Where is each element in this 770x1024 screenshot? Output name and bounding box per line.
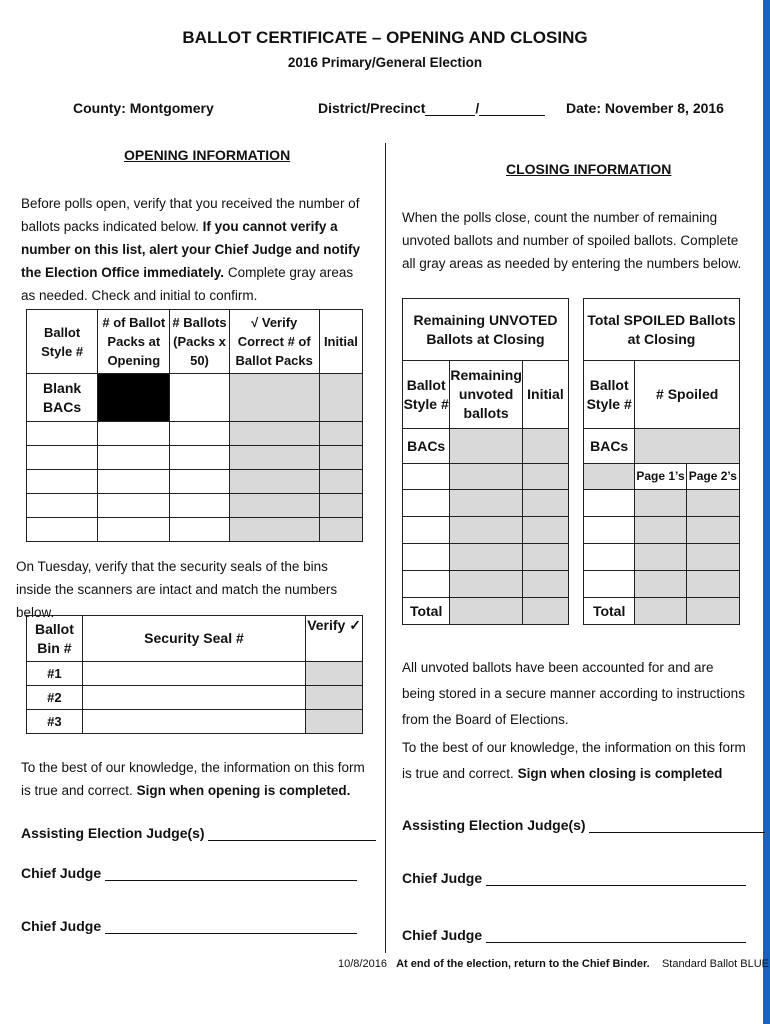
cell-gray[interactable]: [522, 598, 568, 625]
cell-gray[interactable]: [635, 490, 686, 517]
cell-gray[interactable]: [450, 517, 523, 544]
precinct-blank[interactable]: [479, 100, 545, 116]
accounted-statement: All unvoted ballots have been accounted for and are being stored in a secure manner according to instructions from the Board of Elections.: [402, 660, 745, 727]
col-seal: Security Seal #: [82, 616, 305, 662]
cell-input[interactable]: [584, 571, 635, 598]
col-ballots: # Ballots (Packs x 50): [170, 310, 229, 374]
row-label-blank-bacs: Blank BACs: [27, 374, 98, 422]
bin-label: #3: [27, 710, 83, 734]
col-ballot-style-spoiled: Ballot Style #: [584, 361, 635, 429]
cell-gray[interactable]: [319, 494, 362, 518]
cell-gray[interactable]: [522, 571, 568, 598]
col-verify: √ Verify Correct # of Ballot Packs: [229, 310, 319, 374]
opening-sign-instruction: Sign when opening is completed.: [136, 783, 351, 798]
signature-line[interactable]: [486, 870, 746, 886]
cell-input[interactable]: [98, 446, 170, 470]
cell-gray[interactable]: [306, 686, 363, 710]
opening-attest-text: To the best of our knowledge, the information on this form is true and correct.: [21, 760, 365, 798]
form-title: BALLOT CERTIFICATE – OPENING AND CLOSING: [182, 28, 588, 47]
cell-gray[interactable]: [686, 544, 739, 571]
chief-judge-label: Chief Judge: [21, 865, 102, 881]
cell-input[interactable]: [584, 490, 635, 517]
cell-gray[interactable]: [229, 470, 319, 494]
cell-gray[interactable]: [319, 374, 362, 422]
cell-input[interactable]: [27, 422, 98, 446]
closing-heading: CLOSING INFORMATION: [506, 161, 672, 177]
opening-chief-judge-2: [21, 918, 357, 934]
district-separator: /: [475, 100, 480, 116]
cell-gray[interactable]: [522, 464, 568, 490]
district-label: District/Precinct: [318, 100, 426, 116]
cell-gray[interactable]: [229, 374, 319, 422]
cell-gray[interactable]: [319, 518, 362, 542]
cell-input[interactable]: [170, 374, 229, 422]
col-bin: Ballot Bin #: [27, 616, 83, 662]
spoiled-table: [583, 298, 740, 625]
cell-gray[interactable]: [635, 517, 686, 544]
closing-chief-judge-1: [402, 870, 746, 886]
cell-input[interactable]: [27, 470, 98, 494]
blue-edge-bar: [763, 0, 770, 1024]
opening-intro-tail: Complete gray areas as needed. Check and initial to confirm.: [21, 265, 354, 303]
cell-gray[interactable]: [229, 446, 319, 470]
security-seal-table: [26, 615, 363, 734]
col-spoiled: # Spoiled: [635, 361, 740, 429]
blacked-cell: [98, 374, 170, 422]
cell-input[interactable]: [170, 422, 229, 446]
opening-intro-text: Before polls open, verify that you received the number of ballots packs indicated below.: [21, 196, 360, 234]
opening-assisting-judge: [21, 825, 376, 841]
cell-gray[interactable]: [522, 517, 568, 544]
cell-gray[interactable]: [450, 598, 523, 625]
cell-input[interactable]: [403, 571, 450, 598]
opening-intro: [21, 192, 366, 307]
total-label: Total: [584, 598, 635, 625]
chief-judge-label: Chief Judge: [21, 918, 102, 934]
cell-input[interactable]: [170, 470, 229, 494]
footer: [338, 958, 769, 970]
cell-gray[interactable]: [522, 490, 568, 517]
cell-gray[interactable]: [686, 490, 739, 517]
district-precinct: [318, 100, 545, 116]
chief-judge-label: Chief Judge: [402, 870, 483, 886]
form-subtitle: 2016 Primary/General Election: [287, 55, 483, 70]
cell-input[interactable]: [82, 710, 305, 734]
cell-gray[interactable]: [319, 446, 362, 470]
cell-input[interactable]: [27, 518, 98, 542]
spoiled-title: Total SPOILED Ballots at Closing: [584, 299, 740, 361]
cell-gray[interactable]: [584, 464, 635, 490]
cell-gray[interactable]: [450, 490, 523, 517]
cell-input[interactable]: [170, 494, 229, 518]
cell-gray[interactable]: [635, 571, 686, 598]
unvoted-table: [402, 298, 569, 625]
assisting-label: Assisting Election Judge(s): [402, 817, 586, 833]
signature-line[interactable]: [589, 817, 765, 833]
cell-gray[interactable]: [686, 517, 739, 544]
unvoted-title: Remaining UNVOTED Ballots at Closing: [403, 299, 569, 361]
cell-input[interactable]: [82, 686, 305, 710]
bin-label: #1: [27, 662, 83, 686]
cell-input[interactable]: [584, 517, 635, 544]
cell-gray[interactable]: [635, 544, 686, 571]
date-label: Date: November 8, 2016: [566, 100, 724, 116]
col-remaining: Remaining unvoted ballots: [450, 361, 523, 429]
cell-gray[interactable]: [229, 422, 319, 446]
cell-gray[interactable]: [450, 544, 523, 571]
footer-instruction: At end of the election, return to the Chief Binder.: [396, 958, 650, 970]
page1-label: Page 1’s: [635, 464, 686, 490]
cell-gray[interactable]: [450, 464, 523, 490]
cell-gray[interactable]: [686, 571, 739, 598]
closing-sign-instruction: Sign when closing is completed: [517, 766, 723, 781]
opening-chief-judge-1: [21, 865, 357, 881]
cell-input[interactable]: [403, 517, 450, 544]
cell-input[interactable]: [403, 464, 450, 490]
opening-attest: [21, 756, 366, 802]
district-blank[interactable]: [425, 100, 475, 116]
opening-intro-warning: If you cannot verify a number on this list, alert your Chief Judge and notify the Election Office immediately.: [21, 219, 361, 280]
cell-input[interactable]: [98, 494, 170, 518]
seal-intro: On Tuesday, verify that the security seals of the bins inside the scanners are intact and match the numbers below.: [16, 559, 338, 620]
bin-label: #2: [27, 686, 83, 710]
cell-gray[interactable]: [306, 710, 363, 734]
cell-input[interactable]: [27, 494, 98, 518]
cell-gray[interactable]: [635, 429, 740, 464]
cell-gray[interactable]: [686, 598, 739, 625]
cell-input[interactable]: [584, 544, 635, 571]
cell-gray[interactable]: [319, 422, 362, 446]
cell-gray[interactable]: [635, 598, 686, 625]
chief-judge-label: Chief Judge: [402, 927, 483, 943]
col-verify-seal: Verify ✓: [306, 616, 363, 662]
cell-gray[interactable]: [522, 544, 568, 571]
column-divider: [385, 143, 386, 953]
cell-gray[interactable]: [306, 662, 363, 686]
cell-input[interactable]: [98, 470, 170, 494]
footer-note: Standard Ballot BLUE: [661, 958, 769, 970]
cell-gray[interactable]: [450, 571, 523, 598]
cell-input[interactable]: [98, 518, 170, 542]
cell-input[interactable]: [403, 490, 450, 517]
opening-ballot-table: [26, 309, 363, 542]
signature-line[interactable]: [208, 825, 376, 841]
footer-date: 10/8/2016: [338, 958, 387, 970]
cell-input[interactable]: [27, 446, 98, 470]
cell-gray[interactable]: [522, 429, 568, 464]
page2-label: Page 2’s: [686, 464, 739, 490]
cell-input[interactable]: [98, 422, 170, 446]
signature-line[interactable]: [105, 865, 357, 881]
closing-intro: When the polls close, count the number of remaining unvoted ballots and number of spoiled ballots. Complete all gray areas as needed by entering the numbers below.: [402, 210, 742, 271]
cell-gray[interactable]: [229, 494, 319, 518]
bacs-label: BACs: [584, 429, 635, 464]
closing-attest: [402, 735, 747, 787]
col-ballot-style-unvoted: Ballot Style #: [403, 361, 450, 429]
closing-chief-judge-2: [402, 927, 746, 943]
total-label: Total: [403, 598, 450, 625]
county-label: County: Montgomery: [73, 100, 214, 116]
col-packs: # of Ballot Packs at Opening: [98, 310, 170, 374]
cell-input[interactable]: [170, 446, 229, 470]
opening-heading: OPENING INFORMATION: [124, 147, 291, 163]
col-ballot-style: Ballot Style #: [27, 310, 98, 374]
assisting-label: Assisting Election Judge(s): [21, 825, 205, 841]
cell-input[interactable]: [82, 662, 305, 686]
col-initial: Initial: [319, 310, 362, 374]
cell-gray[interactable]: [319, 470, 362, 494]
closing-attest-text: To the best of our knowledge, the information on this form is true and correct.: [402, 740, 746, 781]
cell-gray[interactable]: [229, 518, 319, 542]
signature-line[interactable]: [486, 927, 746, 943]
cell-input[interactable]: [403, 544, 450, 571]
cell-gray[interactable]: [450, 429, 523, 464]
col-initial-unvoted: Initial: [522, 361, 568, 429]
closing-assisting-judge: [402, 817, 765, 833]
bacs-label: BACs: [403, 429, 450, 464]
signature-line[interactable]: [105, 918, 357, 934]
cell-input[interactable]: [170, 518, 229, 542]
